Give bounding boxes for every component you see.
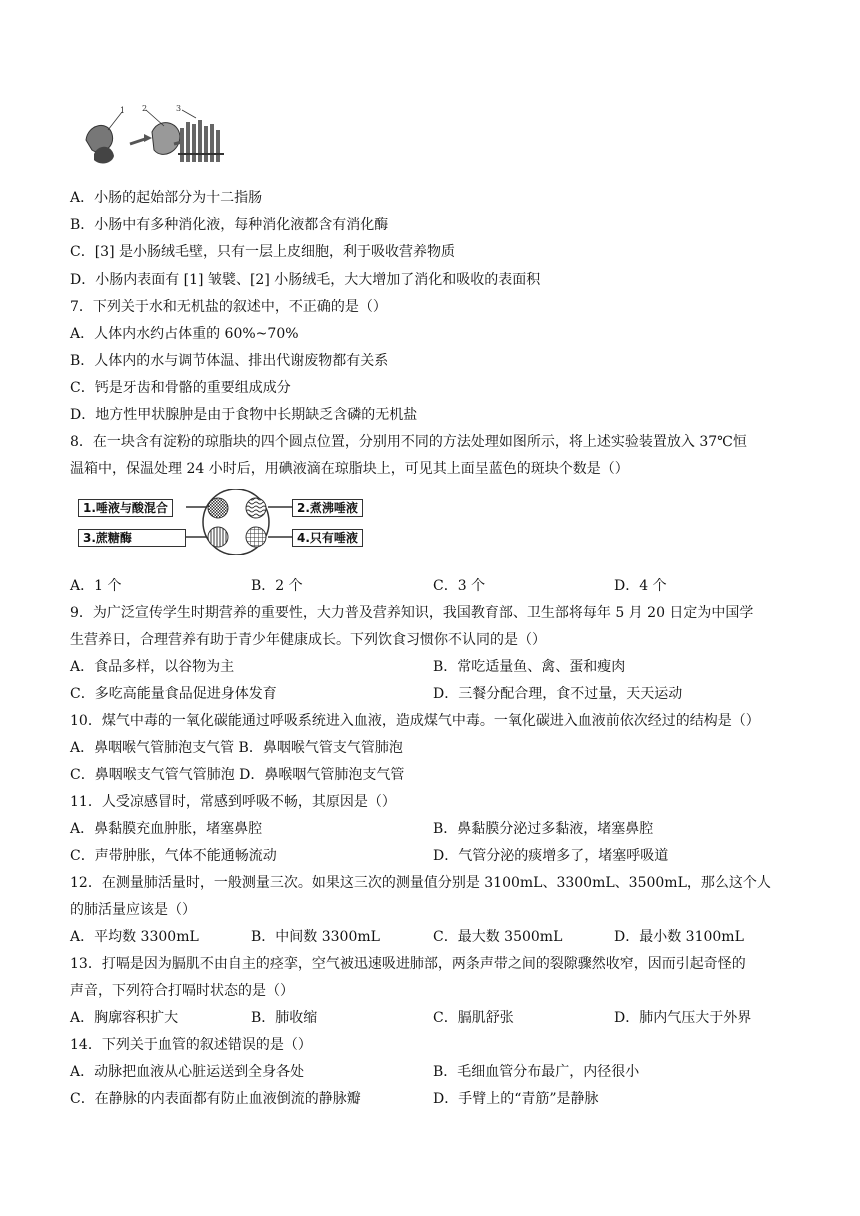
- q11-stem: 11．人受凉感冒时，常感到呼吸不畅，其原因是（）: [70, 794, 396, 810]
- q10-option-cd: C．鼻咽喉支气管气管肺泡 D．鼻喉咽气管肺泡支气管: [70, 767, 405, 783]
- q13-stem-1: 13．打嗝是因为膈肌不由自主的痉挛，空气被迅速吸进肺部，两条声带之间的裂隙骤然收窄，因而引起奇怪的: [70, 956, 746, 972]
- spot-3: [208, 527, 228, 547]
- q8-stem-2: 温箱中，保温处理 24 小时后，用碘液滴在琼脂块上，可见其上面呈蓝色的斑块个数是（）: [70, 461, 629, 477]
- q13-stem-2: 声音，下列符合打嗝时状态的是（）: [70, 983, 294, 999]
- q7-option-d: D．地方性甲状腺肿是由于食物中长期缺乏含磷的无机盐: [70, 407, 418, 423]
- q11-option-d: D．气管分泌的痰增多了，堵塞呼吸道: [433, 848, 669, 864]
- q13-option-b: B．肺收缩: [251, 1010, 318, 1026]
- q14-option-b: B．毛细血管分布最广，内径很小: [433, 1064, 640, 1080]
- q12-option-d: D．最小数 3100mL: [614, 929, 744, 945]
- spot-4: [246, 527, 266, 547]
- q12-option-b: B．中间数 3300mL: [251, 929, 380, 945]
- q12-stem-2: 的肺活量应该是（）: [70, 902, 196, 918]
- q14-option-c: C．在静脉的内表面都有防止血液倒流的静脉瓣: [70, 1091, 361, 1107]
- q6-option-a: A．小肠的起始部分为十二指肠: [70, 190, 263, 206]
- q11-option-b: B．鼻黏膜分泌过多黏液，堵塞鼻腔: [433, 821, 654, 837]
- spot-2: [246, 498, 266, 518]
- agar-label-4: 4.只有唾液: [292, 529, 363, 547]
- spot-1: [208, 498, 228, 518]
- q8-option-a: A．1 个: [70, 578, 122, 594]
- q12-option-c: C．最大数 3500mL: [433, 929, 563, 945]
- q8-option-c: C．3 个: [433, 578, 486, 594]
- q8-option-d: D．4 个: [614, 578, 667, 594]
- q7-option-b: B．人体内的水与调节体温、排出代谢废物都有关系: [70, 353, 389, 369]
- q14-stem: 14．下列关于血管的叙述错误的是（）: [70, 1037, 312, 1053]
- q7-stem: 7．下列关于水和无机盐的叙述中，不正确的是（）: [70, 299, 387, 315]
- q12-option-a: A．平均数 3300mL: [70, 929, 199, 945]
- fig1-label-1: 1: [120, 106, 126, 115]
- q10-stem: 10．煤气中毒的一氧化碳能通过呼吸系统进入血液，造成煤气中毒。一氧化碳进入血液前依次经过的结构是（）: [70, 713, 760, 729]
- intestine-figure: [78, 104, 228, 168]
- q9-option-b: B．常吃适量鱼、禽、蛋和瘦肉: [433, 659, 626, 675]
- q9-stem-1: 9．为广泛宣传学生时期营养的重要性，大力普及营养知识，我国教育部、卫生部将每年 5 月 20 日定为中国学: [70, 605, 754, 621]
- agar-figure: [78, 489, 398, 555]
- q11-option-c: C．声带肿胀，气体不能通畅流动: [70, 848, 277, 864]
- q9-option-c: C．多吃高能量食品促进身体发育: [70, 686, 277, 702]
- q7-option-c: C．钙是牙齿和骨骼的重要组成成分: [70, 380, 291, 396]
- q8-stem-1: 8．在一块含有淀粉的琼脂块的四个圆点位置，分别用不同的方法处理如图所示，将上述实验装置放入 37℃恒: [70, 434, 747, 450]
- q14-option-a: A．动脉把血液从心脏运送到全身各处: [70, 1064, 305, 1080]
- q13-option-c: C．膈肌舒张: [433, 1010, 514, 1026]
- q8-option-b: B．2 个: [251, 578, 303, 594]
- q14-option-d: D．手臂上的“青筋”是静脉: [433, 1091, 599, 1107]
- q13-option-a: A．胸廓容积扩大: [70, 1010, 179, 1026]
- fig1-label-2: 2: [142, 104, 148, 113]
- agar-label-1: 1.唾液与酸混合: [78, 499, 173, 517]
- q9-option-a: A．食品多样，以谷物为主: [70, 659, 235, 675]
- agar-label-3: 3.蔗糖酶: [78, 529, 186, 547]
- q9-option-d: D．三餐分配合理，食不过量，天天运动: [433, 686, 683, 702]
- q11-option-a: A．鼻黏膜充血肿胀，堵塞鼻腔: [70, 821, 263, 837]
- q12-stem-1: 12．在测量肺活量时，一般测量三次。如果这三次的测量值分别是 3100mL、3300mL、3500mL，那么这个人: [70, 875, 771, 891]
- q9-stem-2: 生营养日，合理营养有助于青少年健康成长。下列饮食习惯你不认同的是（）: [70, 632, 546, 648]
- q6-option-b: B．小肠中有多种消化液，每种消化液都含有消化酶: [70, 217, 389, 233]
- agar-label-2: 2.煮沸唾液: [292, 499, 363, 517]
- q7-option-a: A．人体内水约占体重的 60%~70%: [70, 326, 299, 342]
- q6-option-d: D．小肠内表面有 [1] 皱襞、[2] 小肠绒毛，大大增加了消化和吸收的表面积: [70, 272, 541, 288]
- fig1-label-3: 3: [176, 104, 182, 113]
- q6-option-c: C．[3] 是小肠绒毛壁，只有一层上皮细胞，利于吸收营养物质: [70, 244, 455, 260]
- q13-option-d: D．肺内气压大于外界: [614, 1010, 752, 1026]
- q10-option-ab: A．鼻咽喉气管肺泡支气管 B．鼻咽喉气管支气管肺泡: [70, 740, 403, 756]
